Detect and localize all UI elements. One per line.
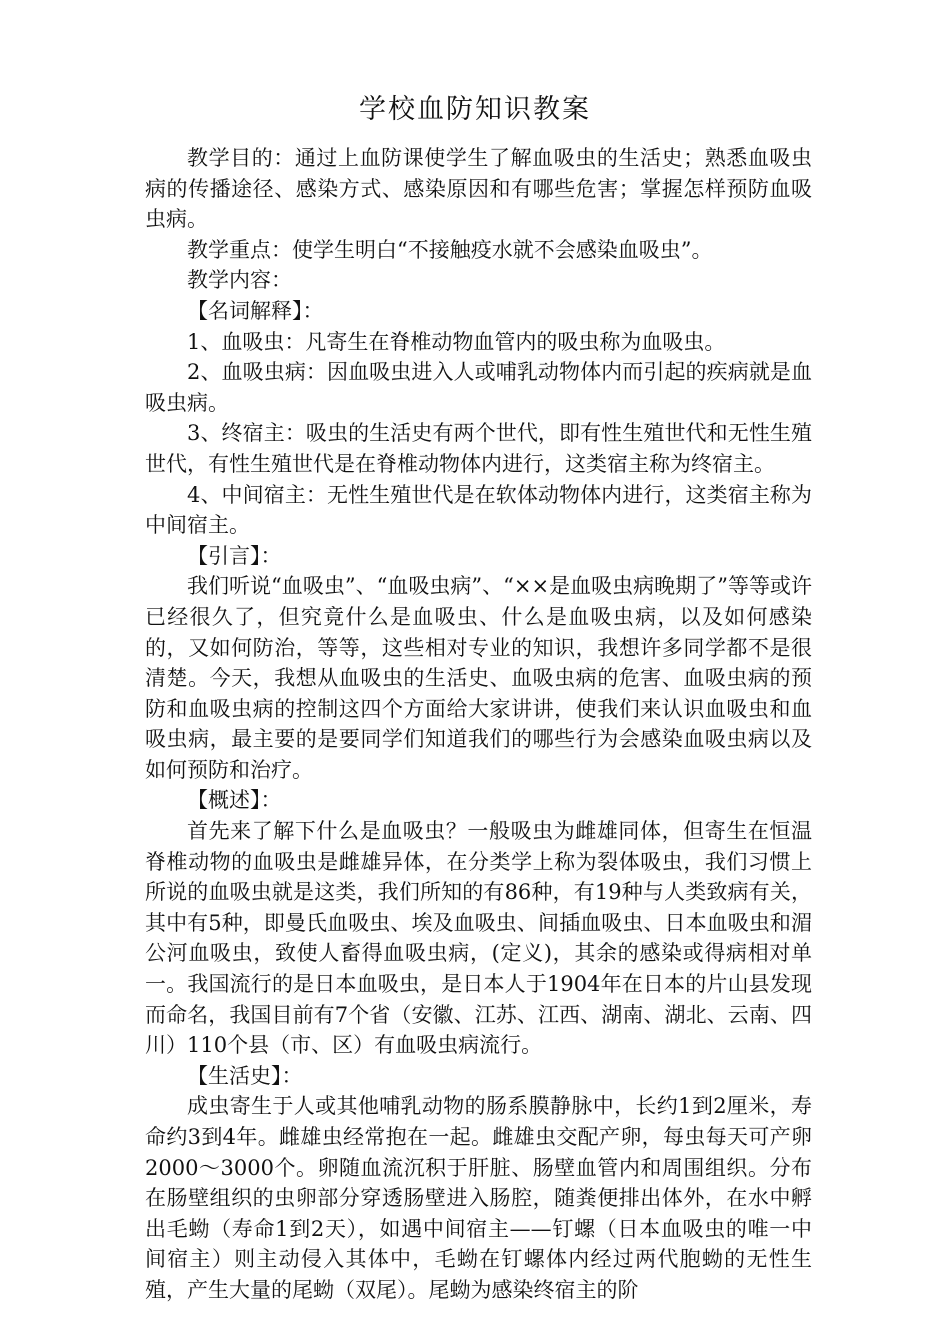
paragraph-teaching-focus: 教学重点：使学生明白“不接触疫水就不会感染血吸虫”。 — [187, 237, 713, 262]
paragraph-intro: 我们听说“血吸虫”、“血吸虫病”、“××是血吸虫病晚期了”等等或许已经很久了，但究竟什么是血吸虫、什么是血吸虫病，以及如何感染的，又如何防治，等等，这些相对专业的知识，我想许多同学都不是很清楚。今天，我想从血吸虫的生活史、血吸虫病的危害、血吸虫病的预防和血吸虫病的控制这四个方面给大家讲讲，使我们来认识血吸虫和血吸虫病，最主要的是要同学们知道我们的哪些行为会感染血吸虫病以及如何预防和治疗。 — [145, 574, 812, 782]
paragraph-overview: 首先来了解下什么是血吸虫？一般吸虫为雌雄同体，但寄生在恒温脊椎动物的血吸虫是雌雄异体，在分类学上称为裂体吸虫，我们习惯上所说的血吸虫就是这类，我们所知的有86种，有19种与人类致病有关，其中有5种，即曼氏血吸虫、埃及血吸虫、间插血吸虫、日本血吸虫和湄公河血吸虫，致使人畜得血吸虫病，(定义)，其余的感染或得病相对单一。我国流行的是日本血吸虫，是日本人于1904年在日本的片山县发现而命名，我国目前有7个省（安徽、江苏、江西、湖南、湖北、云南、四川）110个县（市、区）有血吸虫病流行。 — [145, 819, 812, 1058]
term-item-2: 2、血吸虫病：因血吸虫进入人或哺乳动物体内而引起的疾病就是血吸虫病。 — [145, 360, 812, 415]
section-heading-overview: 【概述】： — [187, 788, 282, 813]
document-title: 学校血防知识教案 — [359, 94, 591, 125]
section-heading-life-cycle: 【生活史】： — [187, 1063, 303, 1088]
section-heading-terms: 【名词解释】： — [187, 298, 324, 323]
term-item-4: 4、中间宿主：无性生殖世代是在软体动物体内进行，这类宿主称为中间宿主。 — [145, 482, 812, 538]
section-heading-intro: 【引言】： — [187, 543, 282, 568]
term-item-1: 1、血吸虫：凡寄生在脊椎动物血管内的吸虫称为血吸虫。 — [187, 329, 726, 354]
document-body — [145, 143, 812, 1306]
term-item-3: 3、终宿主：吸虫的生活史有两个世代，即有性生殖世代和无性生殖世代，有性生殖世代是在脊椎动物体内进行，这类宿主称为终宿主。 — [145, 421, 812, 476]
paragraph-life-cycle: 成虫寄生于人或其他哺乳动物的肠系膜静脉中，长约1到2厘米，寿命约3到4年。雌雄虫经常抱在一起。雌雄虫交配产卵，每虫每天可产卵2000～3000个。卵随血流沉积于肝脏、肠壁血管内和周围组织。分布在肠壁组织的虫卵部分穿透肠壁进入肠腔，随粪便排出体外，在水中孵出毛蚴（寿命1到2天），如遇中间宿主——钉螺（日本血吸虫的唯一中间宿主）则主动侵入其体中，毛蚴在钉螺体内经过两代胞蚴的无性生殖，产生大量的尾蚴（双尾）。尾蚴为感染终宿主的阶 — [145, 1094, 812, 1302]
paragraph-teaching-goal: 教学目的：通过上血防课使学生了解血吸虫的生活史；熟悉血吸虫病的传播途径、感染方式、感染原因和有哪些危害；掌握怎样预防血吸虫病。 — [145, 146, 812, 232]
paragraph-teaching-content: 教学内容： — [187, 268, 292, 293]
